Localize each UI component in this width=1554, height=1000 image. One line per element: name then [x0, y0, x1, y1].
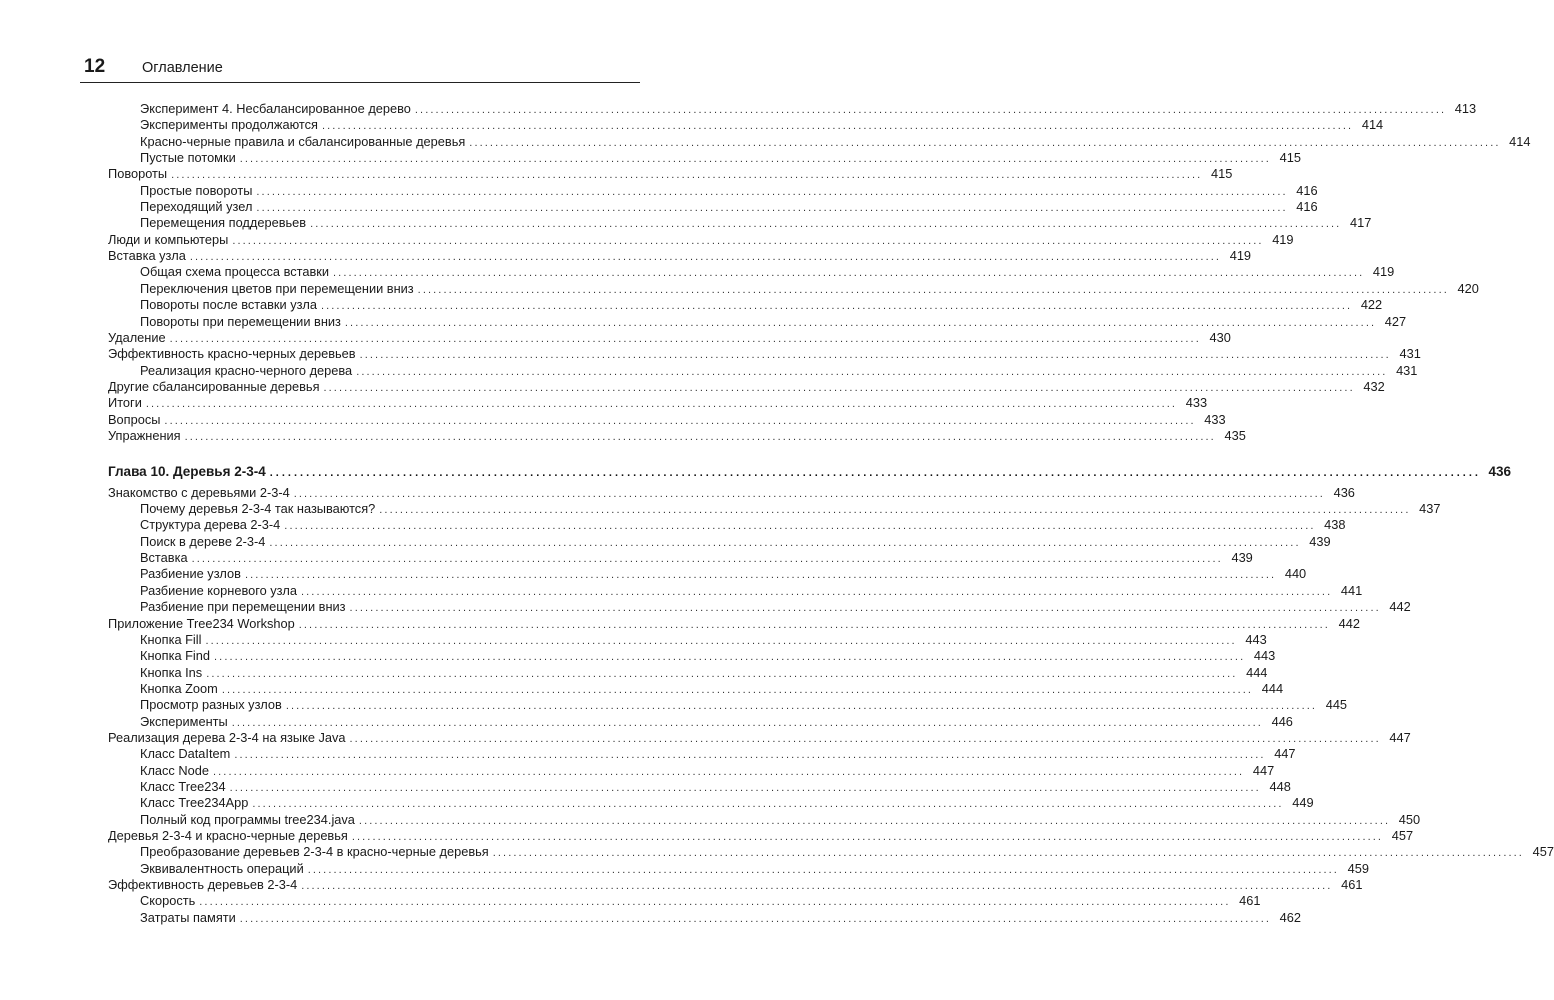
toc-entry-title: Кнопка Ins	[140, 665, 203, 680]
toc-entry-title: Преобразование деревьев 2-3-4 в красно-черные деревья	[140, 844, 489, 859]
toc-dot-leader: ........................................................................................................................................................................................................	[191, 553, 1223, 565]
toc-entry	[108, 428, 1246, 444]
toc-dot-leader: ........................................................................................................................................................................................................	[212, 766, 1245, 778]
toc-entry	[140, 150, 1301, 166]
toc-dot-leader: ........................................................................................................................................................................................................	[169, 333, 1201, 345]
toc-entry-title: Глава 10. Деревья 2-3-4	[108, 464, 266, 479]
toc-entry-title: Просмотр разных узлов	[140, 697, 282, 712]
toc-entry-page: 459	[1347, 861, 1369, 876]
toc-dot-leader: ........................................................................................................................................................................................................	[351, 831, 1384, 843]
toc-entry-title: Разбиение при перемещении вниз	[140, 599, 346, 614]
toc-entry-title: Структура дерева 2-3-4	[140, 517, 281, 532]
toc-entry	[108, 828, 1414, 844]
toc-entry-title: Реализация красно-черного дерева	[140, 363, 353, 378]
toc-entry-page: 444	[1246, 665, 1268, 680]
toc-entry	[140, 632, 1267, 648]
toc-entry	[140, 599, 1411, 615]
toc-dot-leader: ........................................................................................................................................................................................................	[307, 864, 1339, 876]
toc-entry	[140, 714, 1293, 730]
toc-entry	[140, 779, 1291, 795]
toc-entry-page: 414	[1361, 117, 1384, 132]
toc-dot-leader: ........................................................................................................................................................................................................	[239, 913, 1272, 925]
toc-entry-page: 415	[1279, 150, 1301, 165]
toc-entry-page: 448	[1269, 779, 1291, 794]
toc-dot-leader: ........................................................................................................................................................................................................	[234, 749, 1266, 761]
toc-entry-title: Кнопка Zoom	[140, 681, 218, 696]
toc-dot-leader: ........................................................................................................................................................................................................	[298, 619, 1330, 631]
toc-dot-leader: ........................................................................................................................................................................................................	[239, 153, 1271, 165]
toc-entry	[140, 314, 1407, 330]
toc-entry-page: 461	[1239, 893, 1261, 908]
toc-entry	[140, 117, 1384, 133]
toc-dot-leader: ........................................................................................................................................................................................................	[184, 431, 1216, 443]
toc-entry-page: 440	[1284, 566, 1307, 581]
toc-entry-page: 436	[1488, 464, 1511, 479]
toc-dot-leader: ........................................................................................................................................................................................................	[221, 684, 1254, 696]
toc-entry	[108, 248, 1252, 264]
toc-entry-page: 441	[1340, 583, 1363, 598]
toc-entry-page: 447	[1274, 746, 1296, 761]
toc-dot-leader: ........................................................................................................................................................................................................	[231, 717, 1263, 729]
toc-dot-leader: ........................................................................................................................................................................................................	[323, 382, 1355, 394]
toc-entry-title: Поиск в дереве 2-3-4	[140, 534, 266, 549]
toc-entry	[140, 501, 1441, 517]
toc-entry-title: Полный код программы tree234.java	[140, 812, 355, 827]
toc-entry	[108, 346, 1421, 362]
toc-entry-title: Класс Node	[140, 763, 209, 778]
toc-entry	[140, 517, 1346, 533]
toc-entry-page: 462	[1279, 910, 1302, 925]
toc-entry-title: Повороты после вставки узла	[140, 297, 317, 312]
toc-dot-leader: ........................................................................................................................................................................................................	[205, 635, 1237, 647]
toc-entry	[140, 281, 1479, 297]
toc-entry-title: Переключения цветов при перемещении вниз	[140, 281, 414, 296]
toc-entry-title: Кнопка Fill	[140, 632, 202, 647]
toc-entry	[140, 363, 1418, 379]
toc-entry-page: 442	[1338, 616, 1360, 631]
toc-dot-leader: ........................................................................................................................................................................................................	[301, 880, 1333, 892]
toc-entry-title: Кнопка Find	[140, 648, 211, 663]
toc-entry-title: Эффективность деревьев 2-3-4	[108, 877, 298, 892]
toc-entry-title: Простые повороты	[140, 183, 253, 198]
toc-entry-page: 439	[1309, 534, 1331, 549]
toc-entry	[140, 215, 1372, 231]
toc-entry	[108, 485, 1355, 501]
toc-entry-page: 419	[1372, 264, 1395, 279]
toc-dot-leader: ........................................................................................................................................................................................................	[232, 235, 1264, 247]
toc-dot-leader: ........................................................................................................................................................................................................	[189, 251, 1222, 263]
toc-entry-page: 457	[1532, 844, 1554, 859]
toc-entry-title: Класс Tree234App	[140, 795, 249, 810]
toc-entry	[140, 746, 1296, 762]
toc-dot-leader: ........................................................................................................................................................................................................	[285, 700, 1318, 712]
toc-entry-page: 443	[1253, 648, 1276, 663]
toc-dot-leader: ........................................................................................................................................................................................................	[301, 586, 1333, 598]
toc-entry	[140, 812, 1421, 828]
toc-entry-title: Другие сбалансированные деревья	[108, 379, 320, 394]
toc-entry	[108, 330, 1231, 346]
toc-dot-leader: ........................................................................................................................................................................................................	[320, 300, 1353, 312]
toc-entry-title: Итоги	[108, 395, 142, 410]
toc-dot-leader: ........................................................................................................................................................................................................	[414, 104, 1447, 116]
toc-dot-leader: ........................................................................................................................................................................................................	[310, 218, 1342, 230]
toc-entry	[140, 134, 1531, 150]
toc-entry	[140, 763, 1275, 779]
toc-entry-page: 449	[1292, 795, 1314, 810]
toc-entry-page: 419	[1229, 248, 1252, 263]
toc-entry-title: Эксперимент 4. Несбалансированное дерево	[140, 101, 411, 116]
toc-entry-title: Вопросы	[108, 412, 161, 427]
toc-entry	[108, 379, 1385, 395]
toc-entry-title: Деревья 2-3-4 и красно-черные деревья	[108, 828, 348, 843]
toc-dot-leader: ........................................................................................................................................................................................................	[284, 520, 1316, 532]
toc-entry-title: Эксперименты	[140, 714, 228, 729]
toc-entry	[140, 665, 1268, 681]
toc-entry-page: 445	[1325, 697, 1348, 712]
toc-entry	[108, 395, 1208, 411]
toc-entry-title: Знакомство с деревьями 2-3-4	[108, 485, 290, 500]
toc-dot-leader: ........................................................................................................................................................................................................	[214, 651, 1246, 663]
toc-dot-leader: ........................................................................................................................................................................................................	[492, 847, 1524, 859]
toc-entry	[140, 183, 1318, 199]
toc-entry-title: Вставка	[140, 550, 188, 565]
toc-entry-page: 433	[1185, 395, 1208, 410]
toc-dot-leader: ........................................................................................................................................................................................................	[244, 569, 1277, 581]
toc-entry-page: 432	[1363, 379, 1385, 394]
toc-entry-page: 416	[1296, 183, 1318, 198]
running-title: Оглавление	[142, 60, 223, 76]
toc-entry-page: 433	[1204, 412, 1226, 427]
toc-entry-title: Почему деревья 2-3-4 так называются?	[140, 501, 376, 516]
toc-entry	[140, 893, 1261, 909]
toc-entry-title: Эффективность красно-черных деревьев	[108, 346, 356, 361]
toc-entry	[140, 550, 1253, 566]
toc-entry-page: 438	[1324, 517, 1346, 532]
toc-entry	[108, 730, 1411, 746]
toc-dot-leader: ........................................................................................................................................................................................................	[379, 504, 1411, 516]
toc-dot-leader: ........................................................................................................................................................................................................	[359, 349, 1391, 361]
toc-entry-page: 416	[1296, 199, 1318, 214]
toc-entry	[108, 232, 1294, 248]
toc-entry-page: 417	[1349, 215, 1372, 230]
toc-entry-page: 457	[1391, 828, 1414, 843]
toc-entry	[140, 844, 1554, 860]
toc-dot-leader: ........................................................................................................................................................................................................	[333, 267, 1365, 279]
toc-dot-leader: ........................................................................................................................................................................................................	[199, 896, 1231, 908]
toc-entry	[140, 795, 1314, 811]
toc-dot-leader: ........................................................................................................................................................................................................	[206, 668, 1238, 680]
toc-entry-title: Повороты при перемещении вниз	[140, 314, 341, 329]
toc-entry	[140, 199, 1318, 215]
toc-entry	[140, 861, 1369, 877]
toc-entry	[140, 566, 1307, 582]
toc-entry-page: 414	[1509, 134, 1531, 149]
toc-dot-leader: ........................................................................................................................................................................................................	[269, 467, 1481, 479]
toc-dot-leader: ........................................................................................................................................................................................................	[269, 537, 1301, 549]
toc-entry	[140, 648, 1276, 664]
toc-entry-title: Класс Tree234	[140, 779, 226, 794]
toc-entry	[140, 297, 1383, 313]
toc-entry-title: Скорость	[140, 893, 196, 908]
toc-entry-page: 431	[1396, 363, 1418, 378]
toc-entry-title: Перемещения поддеревьев	[140, 215, 307, 230]
toc-entry-page: 427	[1384, 314, 1407, 329]
toc-dot-leader: ........................................................................................................................................................................................................	[349, 602, 1381, 614]
toc-dot-leader: ........................................................................................................................................................................................................	[145, 398, 1178, 410]
toc-entry-page: 446	[1271, 714, 1293, 729]
toc-entry	[108, 616, 1360, 632]
toc-entry-page: 443	[1245, 632, 1267, 647]
toc-entry-title: Эквивалентность операций	[140, 861, 304, 876]
toc-entry-title: Красно-черные правила и сбалансированные деревья	[140, 134, 466, 149]
toc-entry-page: 422	[1360, 297, 1383, 312]
toc-entry-title: Разбиение корневого узла	[140, 583, 297, 598]
toc-entry-title: Приложение Tree234 Workshop	[108, 616, 295, 631]
toc-entry	[140, 101, 1477, 117]
toc-entry	[108, 412, 1226, 428]
toc-entry-page: 436	[1333, 485, 1355, 500]
toc-entry	[108, 166, 1233, 182]
toc-dot-leader: ........................................................................................................................................................................................................	[164, 415, 1196, 427]
toc-entry-page: 442	[1389, 599, 1411, 614]
toc-entry-page: 415	[1210, 166, 1233, 181]
toc-entry-page: 430	[1209, 330, 1231, 345]
toc-entry-title: Разбиение узлов	[140, 566, 241, 581]
toc-entry-title: Реализация дерева 2-3-4 на языке Java	[108, 730, 346, 745]
toc-dot-leader: ........................................................................................................................................................................................................	[229, 782, 1261, 794]
toc-entry-title: Класс DataItem	[140, 746, 231, 761]
toc-entry-page: 437	[1419, 501, 1441, 516]
toc-entry	[140, 583, 1363, 599]
toc-entry	[140, 534, 1331, 550]
toc-entry-title: Вставка узла	[108, 248, 186, 263]
toc-chapter-entry	[108, 464, 1511, 480]
toc-dot-leader: ........................................................................................................................................................................................................	[256, 202, 1288, 214]
toc-entry	[140, 264, 1395, 280]
toc-dot-leader: ........................................................................................................................................................................................................	[469, 137, 1501, 149]
toc-entry-page: 450	[1398, 812, 1421, 827]
toc-dot-leader: ........................................................................................................................................................................................................	[293, 488, 1325, 500]
toc-entry-page: 431	[1399, 346, 1421, 361]
toc-entry-page: 420	[1457, 281, 1479, 296]
toc-dot-leader: ........................................................................................................................................................................................................	[252, 798, 1284, 810]
toc-entry-title: Эксперименты продолжаются	[140, 117, 318, 132]
toc-entry	[140, 681, 1284, 697]
toc-entry-title: Упражнения	[108, 428, 181, 443]
toc-entry-title: Пустые потомки	[140, 150, 236, 165]
toc-entry-title: Переходящий узел	[140, 199, 253, 214]
toc-entry-title: Общая схема процесса вставки	[140, 264, 330, 279]
toc-dot-leader: ........................................................................................................................................................................................................	[344, 317, 1377, 329]
toc-entry-title: Люди и компьютеры	[108, 232, 229, 247]
toc-entry-page: 419	[1272, 232, 1294, 247]
toc-dot-leader: ........................................................................................................................................................................................................	[356, 366, 1388, 378]
toc-entry-title: Затраты памяти	[140, 910, 236, 925]
toc-entry-page: 435	[1224, 428, 1246, 443]
toc-entry-page: 413	[1454, 101, 1477, 116]
toc-entry-page: 444	[1261, 681, 1284, 696]
toc-entry-page: 461	[1341, 877, 1363, 892]
toc-dot-leader: ........................................................................................................................................................................................................	[349, 733, 1381, 745]
toc-entry-title: Удаление	[108, 330, 166, 345]
toc-dot-leader: ........................................................................................................................................................................................................	[321, 120, 1354, 132]
toc-entry-page: 439	[1231, 550, 1253, 565]
toc-dot-leader: ........................................................................................................................................................................................................	[171, 169, 1203, 181]
toc-dot-leader: ........................................................................................................................................................................................................	[256, 186, 1288, 198]
toc-entry-page: 447	[1389, 730, 1411, 745]
toc-entry	[140, 910, 1302, 926]
toc-entry	[108, 877, 1363, 893]
toc-dot-leader: ........................................................................................................................................................................................................	[417, 284, 1449, 296]
toc-entry-title: Повороты	[108, 166, 168, 181]
toc-dot-leader: ........................................................................................................................................................................................................	[358, 815, 1391, 827]
toc-entry-page: 447	[1252, 763, 1275, 778]
page-number: 12	[84, 56, 106, 77]
toc-entry	[140, 697, 1348, 713]
